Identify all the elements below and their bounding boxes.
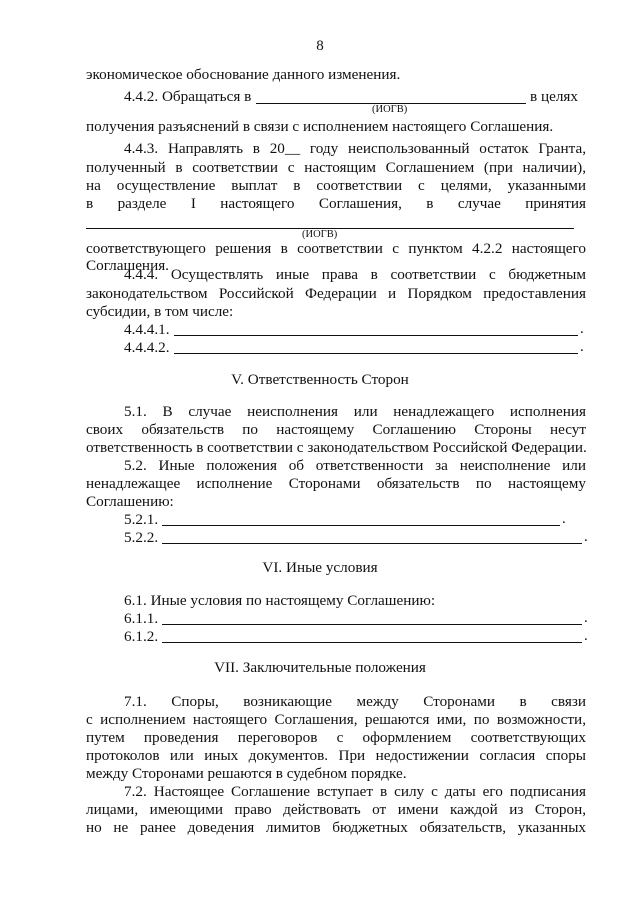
period: . <box>580 339 584 355</box>
clause-7-2: 7.2. Настоящее Соглашение вступает в силу с даты его подписания <box>124 783 586 800</box>
blank-5-2-1[interactable] <box>162 525 560 526</box>
text-line: своих обязательств по настоящему Соглашению Стороны несут <box>86 421 586 438</box>
clause-4-4-4-2: 4.4.4.2. <box>124 339 170 356</box>
text-line: полученный в соответствии с настоящим Соглашением (при наличии), <box>86 159 586 176</box>
clause-4-4-4-1: 4.4.4.1. <box>124 321 170 338</box>
text-line: протоколов или иных документов. При недостижении согласия споры <box>86 747 586 764</box>
text-line: ответственность в соответствии с законодательством Российской Федерации. <box>86 439 587 456</box>
section-vii-heading: VII. Заключительные положения <box>214 659 426 676</box>
clause-5-1: 5.1. В случае неисполнения или ненадлежащего исполнения <box>124 403 586 420</box>
clause-6-1: 6.1. Иные условия по настоящему Соглашению: <box>124 592 436 609</box>
text-line: субсидии, в том числе: <box>86 303 234 320</box>
period: . <box>584 529 588 545</box>
text-line: Соглашения. <box>86 257 169 274</box>
iogv-note-2: (ИОГВ) <box>302 229 338 240</box>
text-line: соответствующего решения в соответствии с пунктом 4.2.2 настоящего <box>86 240 586 257</box>
text-line: ненадлежащее исполнение Сторонами обязательств по настоящему <box>86 475 586 492</box>
blank-6-1-1[interactable] <box>162 624 582 625</box>
clause-4-4-4: 4.4.4. Осуществлять иные права в соответствии с бюджетным <box>124 266 586 283</box>
page-number: 8 <box>316 38 324 54</box>
blank-5-2-2[interactable] <box>162 543 582 544</box>
blank-4-4-4-2[interactable] <box>174 353 578 354</box>
period: . <box>584 628 588 644</box>
clause-6-1-2: 6.1.2. <box>124 628 159 645</box>
clause-4-4-2: 4.4.2. Обращаться в <box>124 88 252 105</box>
text-line: законодательством Российской Федерации и Порядком предоставления <box>86 285 586 302</box>
period: . <box>562 511 566 527</box>
text-line: экономическое обоснование данного изменения. <box>86 66 401 83</box>
text-line: Соглашению: <box>86 493 174 510</box>
text-line: с исполнением настоящего Соглашения, решаются ими, по возможности, <box>86 711 586 728</box>
clause-7-1: 7.1. Споры, возникающие между Сторонами в связи <box>124 693 586 710</box>
section-v-heading: V. Ответственность Сторон <box>231 371 409 388</box>
text-line: путем проведения переговоров с оформлением соответствующих <box>86 729 586 746</box>
blank-6-1-2[interactable] <box>162 642 582 643</box>
clause-5-2: 5.2. Иные положения об ответственности за неисполнение или <box>124 457 586 474</box>
iogv-note-1: (ИОГВ) <box>372 104 408 115</box>
section-vi-heading: VI. Иные условия <box>262 559 378 576</box>
text-line: лицами, имеющими право действовать от имени каждой из Сторон, <box>86 801 586 818</box>
clause-4-4-3: 4.4.3. Направлять в 20__ году неиспользованный остаток Гранта, <box>124 140 586 157</box>
text-line: но не ранее доведения лимитов бюджетных обязательств, указанных <box>86 819 586 836</box>
clause-5-2-1: 5.2.1. <box>124 511 159 528</box>
text-line: получения разъяснений в связи с исполнением настоящего Соглашения. <box>86 118 554 135</box>
period: . <box>584 610 588 626</box>
text-line: в целях <box>530 88 578 105</box>
text-line: между Сторонами решаются в судебном порядке. <box>86 765 407 782</box>
clause-6-1-1: 6.1.1. <box>124 610 159 627</box>
clause-5-2-2: 5.2.2. <box>124 529 159 546</box>
blank-4-4-4-1[interactable] <box>174 335 578 336</box>
period: . <box>580 321 584 337</box>
text-line: на осуществление выплат в соответствии с целями, указанными <box>86 177 586 194</box>
text-line: в разделе I настоящего Соглашения, в случае принятия <box>86 195 586 212</box>
